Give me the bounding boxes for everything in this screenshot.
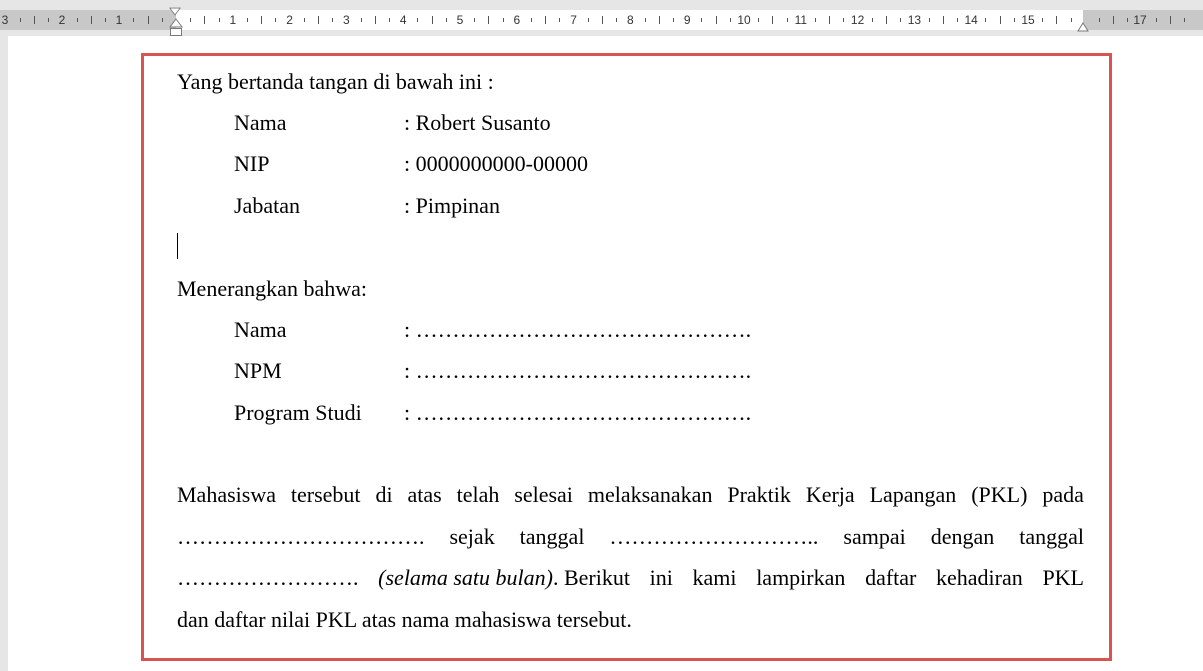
paragraph-word: PKL — [1042, 565, 1084, 590]
ruler-tick — [34, 16, 35, 24]
hanging-indent-marker-icon[interactable] — [169, 18, 183, 28]
paragraph-word: (PKL) — [971, 482, 1028, 507]
paragraph-line — [177, 566, 1084, 590]
paragraph-word: dengan — [930, 524, 995, 549]
ruler-tick — [91, 16, 92, 24]
signer-field-label: Nama — [234, 110, 287, 135]
ruler-tick — [872, 18, 873, 22]
ruler-tick — [48, 18, 49, 22]
student-field-label: NPM — [234, 358, 282, 383]
paragraph-line — [177, 525, 1084, 549]
ruler-tick — [1071, 18, 1072, 22]
ruler-tick — [645, 18, 646, 22]
ruler-tick — [602, 16, 603, 24]
ruler-tick — [261, 16, 262, 24]
ruler-number: 12 — [850, 13, 865, 27]
ruler-number: 17 — [1133, 13, 1147, 27]
ruler-tick — [772, 16, 773, 24]
ruler-tick — [1170, 16, 1171, 24]
paragraph-word: kehadiran — [936, 565, 1023, 590]
ruler-left-margin — [0, 10, 176, 30]
ruler-number: 3 — [1, 13, 9, 27]
ruler-tick — [105, 18, 106, 22]
paragraph-word: telah — [456, 482, 500, 507]
paragraph-word: sampai — [843, 524, 906, 549]
ruler-tick — [985, 18, 986, 22]
ruler-tick — [488, 16, 489, 24]
horizontal-ruler-area — [0, 0, 1203, 36]
ruler-tick — [957, 18, 958, 22]
student-field-label: Program Studi — [234, 400, 362, 425]
ruler-number: 2 — [58, 13, 66, 27]
student-field-value: : ………………………………………. — [404, 400, 752, 425]
ruler-tick — [545, 16, 546, 24]
ruler-tick — [133, 18, 134, 22]
ruler-tick — [815, 18, 816, 22]
ruler-number: 14 — [964, 13, 978, 27]
signer-field-label: Jabatan — [234, 193, 300, 218]
paragraph-word: Praktik — [727, 482, 791, 507]
ruler-number: 10 — [737, 13, 751, 27]
paragraph-word: Kerja — [805, 482, 855, 507]
ruler-tick — [190, 18, 191, 22]
ruler-tick — [375, 16, 376, 24]
ruler-number: 1 — [229, 13, 237, 27]
paragraph-word: pada — [1042, 482, 1084, 507]
ruler-tick — [361, 18, 362, 22]
ruler-number: 3 — [343, 13, 350, 27]
paragraph-word: kami — [692, 565, 737, 590]
ruler-tick — [20, 18, 21, 22]
ruler-tick — [730, 18, 731, 22]
signer-intro: Yang bertanda tangan di bawah ini : — [177, 69, 494, 94]
signer-field-value: : Pimpinan — [404, 193, 500, 218]
ruler-tick — [219, 18, 220, 22]
ruler-tick — [148, 16, 149, 24]
ruler-number: 8 — [627, 13, 634, 27]
paragraph-italic-note: (selama satu bulan). Berikut — [378, 565, 630, 590]
paragraph-last-line: dan daftar nilai PKL atas nama mahasiswa tersebut. — [177, 607, 632, 632]
ruler-number: 11 — [794, 13, 808, 27]
ruler-tick — [673, 18, 674, 22]
paragraph-word: ……………………….. — [609, 524, 819, 549]
paragraph-word: selesai — [514, 482, 573, 507]
paragraph-word: ……………………. — [177, 565, 359, 590]
ruler-tick — [432, 16, 433, 24]
ruler-tick — [929, 18, 930, 22]
paragraph-line — [177, 483, 1084, 507]
signer-field-label: NIP — [234, 151, 270, 176]
ruler-tick — [531, 18, 532, 22]
paragraph-word: tanggal — [1019, 524, 1084, 549]
ruler-tick — [659, 16, 660, 24]
ruler-tick — [943, 16, 944, 24]
paragraph-word: lampirkan — [756, 565, 846, 590]
ruler-tick — [1184, 18, 1185, 22]
ruler-tick — [900, 18, 901, 22]
ruler-tick — [1113, 16, 1114, 24]
paragraph-word: sejak — [449, 524, 495, 549]
ruler-tick — [304, 18, 305, 22]
ruler-tick — [162, 18, 163, 22]
ruler-number: 5 — [456, 13, 464, 27]
ruler-number: 9 — [683, 13, 691, 27]
ruler-tick — [829, 16, 830, 24]
ruler-tick — [716, 16, 717, 24]
ruler-tick — [503, 18, 504, 22]
ruler-tick — [247, 18, 248, 22]
ruler-number: 2 — [286, 13, 293, 27]
ruler-number: 6 — [513, 13, 521, 27]
ruler-tick — [417, 18, 418, 22]
ruler-tick — [446, 18, 447, 22]
ruler-tick — [588, 18, 589, 22]
ruler-tick — [1014, 18, 1015, 22]
ruler-tick — [204, 16, 205, 24]
student-field-label: Nama — [234, 317, 287, 342]
ruler-tick — [758, 18, 759, 22]
ruler-tick — [1156, 18, 1157, 22]
ruler-tick — [275, 18, 276, 22]
ruler-number: 13 — [907, 13, 922, 27]
paragraph-word: ini — [649, 565, 673, 590]
first-line-indent-marker-icon[interactable] — [169, 7, 181, 16]
student-field-value: : ………………………………………. — [404, 317, 752, 342]
ruler-tick — [701, 18, 702, 22]
paragraph-word: di — [375, 482, 393, 507]
ruler-number: 7 — [570, 13, 577, 27]
ruler-tick — [616, 18, 617, 22]
ruler-tick — [389, 18, 390, 22]
paragraph-word: tersebut — [290, 482, 361, 507]
paragraph-word: atas — [407, 482, 442, 507]
ruler-tick — [1000, 16, 1001, 24]
ruler-tick — [77, 18, 78, 22]
paragraph-word: tanggal — [519, 524, 585, 549]
ruler-tick — [1056, 16, 1057, 24]
left-indent-marker-icon[interactable] — [170, 28, 182, 36]
paragraph-word: melaksanakan — [587, 482, 713, 507]
student-intro: Menerangkan bahwa: — [177, 276, 367, 301]
ruler-number: 4 — [399, 13, 407, 27]
signer-field-value: : Robert Susanto — [404, 110, 551, 135]
ruler-tick — [843, 18, 844, 22]
ruler-tick — [1042, 18, 1043, 22]
ruler-number: 15 — [1021, 13, 1035, 27]
ruler-tick — [559, 18, 560, 22]
ruler-number: 1 — [115, 13, 123, 27]
paragraph-word: ……………………………. — [177, 524, 425, 549]
paragraph-word: daftar — [865, 565, 917, 590]
paragraph-word: Mahasiswa — [177, 482, 276, 507]
student-field-value: : ………………………………………. — [404, 358, 752, 383]
ruler-tick — [1127, 18, 1128, 22]
ruler-tick — [787, 18, 788, 22]
ruler-tick — [886, 16, 887, 24]
ruler-tick — [332, 18, 333, 22]
signer-field-value: : 0000000000-00000 — [404, 151, 588, 176]
text-cursor — [177, 233, 178, 259]
ruler-tick — [474, 18, 475, 22]
paragraph-word: Lapangan — [869, 482, 957, 507]
right-indent-marker-icon[interactable] — [1077, 22, 1089, 32]
ruler-tick — [1099, 18, 1100, 22]
ruler-tick — [318, 16, 319, 24]
